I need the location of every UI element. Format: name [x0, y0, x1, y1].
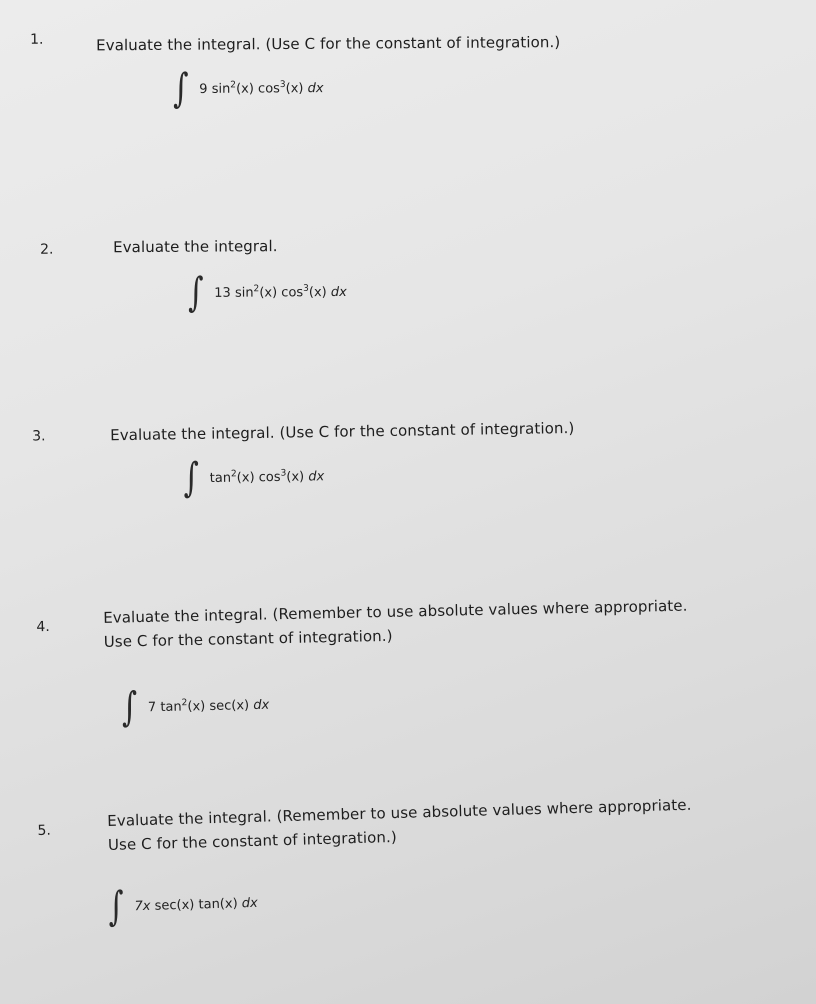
integrand: 7x sec(x) tan(x) dx [134, 895, 258, 914]
integrand: 9 $\sin^2(x)$ $\cos^3(x)$ dx [199, 79, 324, 97]
problem-number: 3. [32, 428, 46, 445]
prompt-line-1: Evaluate the integral. (Use C for the constant of integration.) [96, 33, 561, 55]
integral-expression [185, 269, 347, 316]
integral-sign-icon: ∫ [107, 883, 125, 931]
prompt-line-1: Evaluate the integral. [113, 237, 278, 257]
problem-number: 4. [36, 618, 50, 636]
integrand: 13 $\sin^2(x)$ $\cos^3(x)$ dx [214, 283, 347, 301]
problem-number: 1. [30, 31, 44, 48]
prompt-line-1: Evaluate the integral. (Remember to use absolute values where appropriate. [103, 596, 688, 627]
prompt-line-1: Evaluate the integral. (Remember to use absolute values where appropriate. [107, 795, 692, 831]
integral-expression [181, 454, 325, 502]
integral-sign-icon: ∫ [183, 454, 200, 502]
integral-expression [170, 65, 324, 112]
problem-number: 5. [37, 822, 52, 839]
problem-prompt [103, 594, 688, 654]
problem-prompt [96, 30, 560, 57]
problem-3 [0, 412, 816, 502]
problem-1 [0, 24, 816, 112]
integral-expression [105, 883, 258, 931]
problem-prompt [110, 416, 575, 447]
integral-sign-icon: ∫ [121, 684, 138, 731]
problem-5 [0, 789, 816, 931]
problem-prompt [113, 234, 278, 259]
integral-expression [119, 684, 270, 731]
integrand: 7 $\tan^2(x)$ sec(x) dx [147, 697, 270, 716]
integral-sign-icon: ∫ [187, 269, 204, 316]
prompt-line-2: Use C for the constant of integration.) [103, 626, 393, 651]
problem-prompt [107, 793, 693, 857]
problem-number: 2. [40, 241, 54, 258]
integrand: $\tan^2(x)$ $\cos^3(x)$ dx [209, 468, 325, 486]
prompt-line-1: Evaluate the integral. (Use C for the constant of integration.) [110, 418, 575, 445]
integral-sign-icon: ∫ [172, 65, 189, 112]
problem-2 [0, 230, 816, 316]
problem-4 [0, 591, 816, 731]
prompt-line-2: Use C for the constant of integration.) [107, 827, 398, 854]
